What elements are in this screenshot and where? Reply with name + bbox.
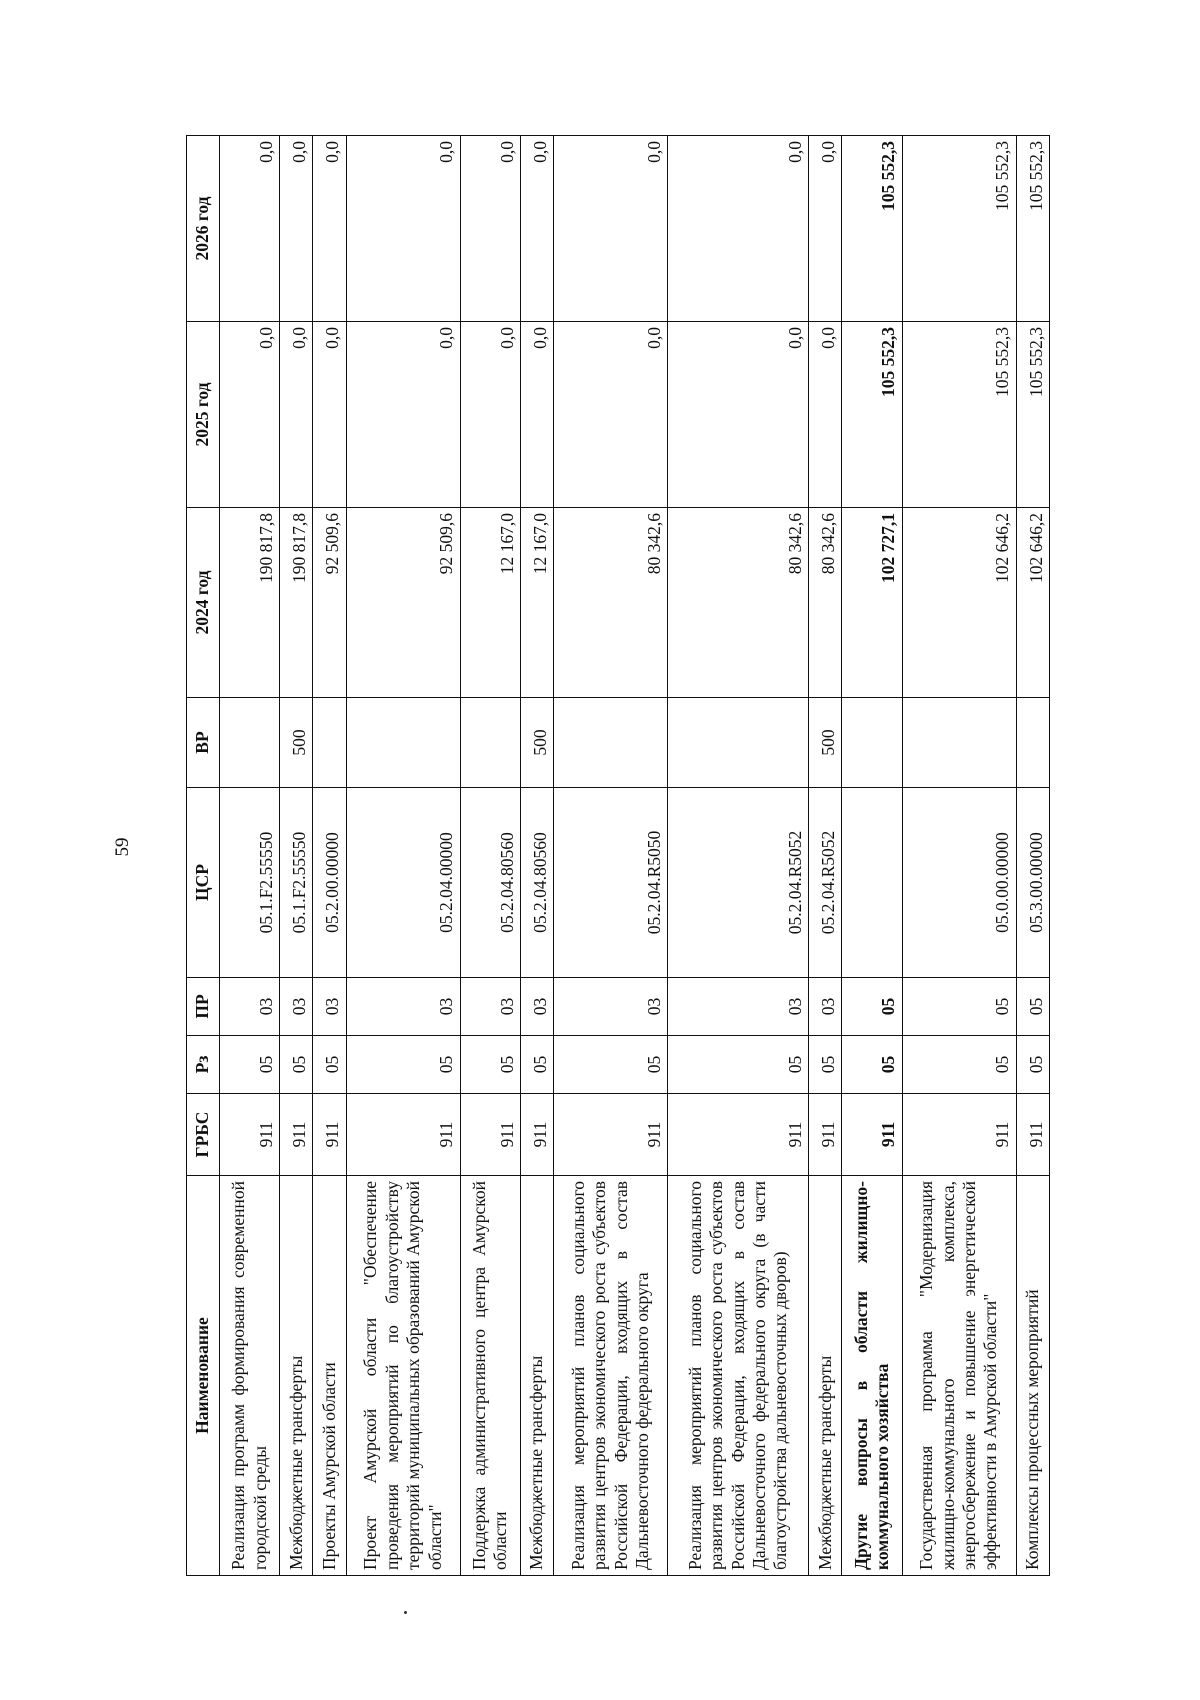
cell-rz: 05 [902, 1036, 1016, 1094]
cell-2025: 0,0 [460, 322, 520, 508]
cell-pr: 05 [842, 978, 902, 1036]
table-row [520, 136, 553, 1576]
cell-csr: 05.3.00.00000 [1016, 788, 1049, 978]
cell-grbs: 911 [668, 1094, 809, 1176]
cell-vr: 500 [809, 698, 842, 788]
page-number: 59 [112, 837, 133, 857]
cell-vr [313, 698, 346, 788]
cell-2025: 105 552,3 [842, 322, 902, 508]
cell-2024: 12 167,0 [520, 508, 553, 698]
col-header-name: Наименование [187, 1176, 220, 1576]
cell-2025: 0,0 [554, 322, 668, 508]
col-header-2025: 2025 год [187, 322, 220, 508]
table-row [1016, 136, 1049, 1576]
cell-2026: 105 552,3 [842, 136, 902, 322]
cell-2026: 0,0 [220, 136, 280, 322]
cell-grbs: 911 [554, 1094, 668, 1176]
cell-rz: 05 [460, 1036, 520, 1094]
cell-2025: 0,0 [346, 322, 460, 508]
cell-name: Поддержка административного центра Амурской области [460, 1176, 520, 1576]
col-header-grbs: ГРБС [187, 1094, 220, 1176]
cell-2026: 0,0 [554, 136, 668, 322]
cell-vr [668, 698, 809, 788]
cell-grbs: 911 [220, 1094, 280, 1176]
cell-2024: 190 817,8 [280, 508, 313, 698]
table-row [554, 136, 668, 1576]
cell-vr [842, 698, 902, 788]
table-row [313, 136, 346, 1576]
cell-rz: 05 [346, 1036, 460, 1094]
cell-pr: 03 [346, 978, 460, 1036]
table-row [809, 136, 842, 1576]
cell-pr: 05 [1016, 978, 1049, 1036]
cell-pr: 03 [520, 978, 553, 1036]
cell-csr: 05.2.04.80560 [520, 788, 553, 978]
cell-csr: 05.1.F2.55550 [220, 788, 280, 978]
cell-name: Межбюджетные трансферты [809, 1176, 842, 1576]
cell-2024: 80 342,6 [668, 508, 809, 698]
cell-2024: 80 342,6 [554, 508, 668, 698]
budget-table [186, 135, 1050, 1576]
cell-vr: 500 [280, 698, 313, 788]
cell-rz: 05 [842, 1036, 902, 1094]
cell-2025: 0,0 [280, 322, 313, 508]
rotated-table-wrapper [186, 136, 1050, 1576]
cell-2026: 0,0 [280, 136, 313, 322]
col-header-csr: ЦСР [187, 788, 220, 978]
cell-2026: 0,0 [809, 136, 842, 322]
cell-pr: 03 [313, 978, 346, 1036]
cell-rz: 05 [520, 1036, 553, 1094]
cell-vr [902, 698, 1016, 788]
table-row [220, 136, 280, 1576]
cell-2025: 105 552,3 [1016, 322, 1049, 508]
cell-2026: 0,0 [460, 136, 520, 322]
cell-2024: 102 727,1 [842, 508, 902, 698]
cell-2026: 0,0 [668, 136, 809, 322]
cell-pr: 03 [668, 978, 809, 1036]
table-body [220, 136, 1050, 1576]
cell-2026: 0,0 [313, 136, 346, 322]
table-row [668, 136, 809, 1576]
cell-grbs: 911 [902, 1094, 1016, 1176]
cell-csr [842, 788, 902, 978]
cell-name: Проект Амурской области "Обеспечение проведения мероприятий по благоустройству территорий муниципальных образований Амурской области" [346, 1176, 460, 1576]
cell-name: Межбюджетные трансферты [520, 1176, 553, 1576]
cell-2025: 0,0 [313, 322, 346, 508]
table-row [460, 136, 520, 1576]
cell-csr: 05.2.00.00000 [313, 788, 346, 978]
cell-csr: 05.2.04.00000 [346, 788, 460, 978]
cell-rz: 05 [1016, 1036, 1049, 1094]
cell-rz: 05 [220, 1036, 280, 1094]
cell-grbs: 911 [809, 1094, 842, 1176]
cell-2024: 190 817,8 [220, 508, 280, 698]
cell-vr [346, 698, 460, 788]
cell-rz: 05 [809, 1036, 842, 1094]
cell-2026: 0,0 [346, 136, 460, 322]
cell-name: Комплексы процессных мероприятий [1016, 1176, 1049, 1576]
cell-rz: 05 [668, 1036, 809, 1094]
cell-2024: 12 167,0 [460, 508, 520, 698]
cell-grbs: 911 [280, 1094, 313, 1176]
cell-name: Межбюджетные трансферты [280, 1176, 313, 1576]
cell-name: Реализация мероприятий планов социального развития центров экономического роста субъектов Российской Федерации, входящих в состав Дальневосточного федерального округа (в части благоустройства дальневосточных дворов) [668, 1176, 809, 1576]
cell-rz: 05 [280, 1036, 313, 1094]
cell-2026: 105 552,3 [1016, 136, 1049, 322]
cell-2024: 92 509,6 [313, 508, 346, 698]
col-header-pr: ПР [187, 978, 220, 1036]
cell-grbs: 911 [346, 1094, 460, 1176]
cell-name: Проекты Амурской области [313, 1176, 346, 1576]
scan-dot [404, 1611, 407, 1614]
cell-2025: 0,0 [520, 322, 553, 508]
cell-2026: 0,0 [520, 136, 553, 322]
cell-2025: 0,0 [220, 322, 280, 508]
cell-pr: 05 [902, 978, 1016, 1036]
cell-grbs: 911 [842, 1094, 902, 1176]
cell-2025: 0,0 [809, 322, 842, 508]
col-header-rz: Рз [187, 1036, 220, 1094]
table-row [280, 136, 313, 1576]
cell-csr: 05.1.F2.55550 [280, 788, 313, 978]
cell-grbs: 911 [520, 1094, 553, 1176]
cell-grbs: 911 [1016, 1094, 1049, 1176]
cell-name: Реализация мероприятий планов социального развития центров экономического роста субъектов Российской Федерации, входящих в состав Дальневосточного федерального округа [554, 1176, 668, 1576]
col-header-2026: 2026 год [187, 136, 220, 322]
cell-vr [220, 698, 280, 788]
cell-csr: 05.2.04.80560 [460, 788, 520, 978]
cell-2025: 0,0 [668, 322, 809, 508]
cell-name: Реализация программ формирования современной городской среды [220, 1176, 280, 1576]
cell-vr [460, 698, 520, 788]
cell-2024: 92 509,6 [346, 508, 460, 698]
cell-pr: 03 [220, 978, 280, 1036]
cell-csr: 05.2.04.R5050 [554, 788, 668, 978]
col-header-vr: ВР [187, 698, 220, 788]
cell-rz: 05 [554, 1036, 668, 1094]
table-row-subtotal [842, 136, 902, 1576]
cell-name: Государственная программа "Модернизация жилищно-коммунального комплекса, энергосбережение и повышение энергетической эффективности в Амурской области" [902, 1176, 1016, 1576]
cell-grbs: 911 [460, 1094, 520, 1176]
cell-2025: 105 552,3 [902, 322, 1016, 508]
cell-pr: 03 [280, 978, 313, 1036]
cell-2024: 102 646,2 [902, 508, 1016, 698]
cell-rz: 05 [313, 1036, 346, 1094]
cell-pr: 03 [809, 978, 842, 1036]
table-row [902, 136, 1016, 1576]
cell-vr [1016, 698, 1049, 788]
cell-name: Другие вопросы в области жилищно-коммунального хозяйства [842, 1176, 902, 1576]
cell-2026: 105 552,3 [902, 136, 1016, 322]
cell-grbs: 911 [313, 1094, 346, 1176]
cell-pr: 03 [554, 978, 668, 1036]
cell-vr: 500 [520, 698, 553, 788]
table-row [346, 136, 460, 1576]
cell-pr: 03 [460, 978, 520, 1036]
col-header-2024: 2024 год [187, 508, 220, 698]
cell-csr: 05.0.00.00000 [902, 788, 1016, 978]
cell-2024: 102 646,2 [1016, 508, 1049, 698]
cell-csr: 05.2.04.R5052 [668, 788, 809, 978]
header-row [187, 136, 220, 1576]
cell-csr: 05.2.04.R5052 [809, 788, 842, 978]
cell-vr [554, 698, 668, 788]
cell-2024: 80 342,6 [809, 508, 842, 698]
